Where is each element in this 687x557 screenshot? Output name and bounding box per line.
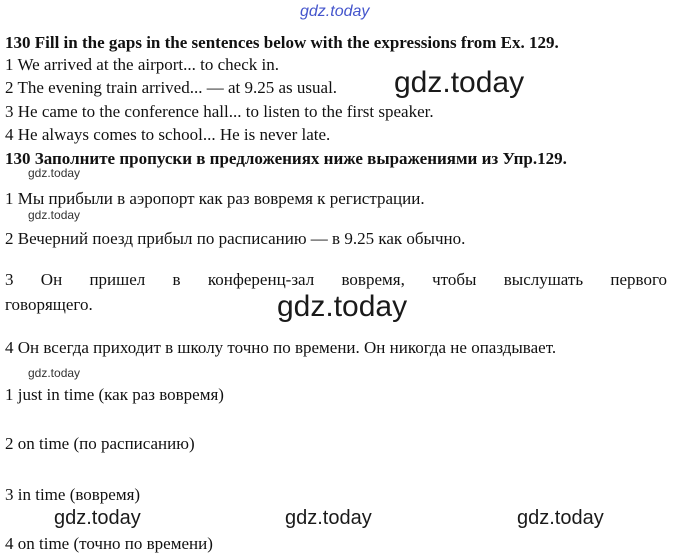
watermark-bottom-3: gdz.today bbox=[517, 507, 604, 529]
english-sentence-3: 3 He came to the conference hall... to listen to the first speaker. bbox=[5, 102, 434, 121]
russian-sentence-1: 1 Мы прибыли в аэропорт как раз вовремя к регистрации. bbox=[5, 189, 425, 208]
watermark-small-3: gdz.today bbox=[28, 366, 81, 380]
russian-sentence-2: 2 Вечерний поезд прибыл по расписанию — в 9.25 как обычно. bbox=[5, 229, 466, 248]
watermark-small-1: gdz.today bbox=[28, 166, 81, 180]
watermark-bottom-1: gdz.today bbox=[54, 507, 141, 529]
russian-heading: 130 Заполните пропуски в предложениях ниже выражениями из Упр.129. bbox=[5, 149, 567, 168]
answer-2: 2 on time (по расписанию) bbox=[5, 434, 195, 453]
watermark-bottom-2: gdz.today bbox=[285, 507, 372, 529]
answer-3: 3 in time (вовремя) bbox=[5, 485, 141, 504]
watermark-top: gdz.today bbox=[300, 3, 370, 20]
watermark-mid-2: gdz.today bbox=[277, 290, 408, 323]
english-sentence-2: 2 The evening train arrived... — at 9.25 as usual. bbox=[5, 78, 338, 97]
russian-sentence-3-line-2: говорящего. bbox=[5, 295, 93, 314]
watermark-small-2: gdz.today bbox=[28, 208, 81, 222]
russian-sentence-4: 4 Он всегда приходит в школу точно по времени. Он никогда не опаздывает. bbox=[5, 338, 557, 357]
english-sentence-1: 1 We arrived at the airport... to check in. bbox=[5, 55, 279, 74]
english-heading: 130 Fill in the gaps in the sentences below with the expressions from Ex. 129. bbox=[5, 33, 559, 52]
answer-4: 4 on time (точно по времени) bbox=[5, 534, 213, 553]
english-sentence-4: 4 He always comes to school... He is never late. bbox=[5, 125, 331, 144]
watermark-mid-1: gdz.today bbox=[394, 66, 525, 99]
russian-sentence-3-line-1: 3 Он пришел в конференц-зал вовремя, чтобы выслушать первого bbox=[5, 270, 667, 289]
answer-1: 1 just in time (как раз вовремя) bbox=[5, 385, 224, 404]
